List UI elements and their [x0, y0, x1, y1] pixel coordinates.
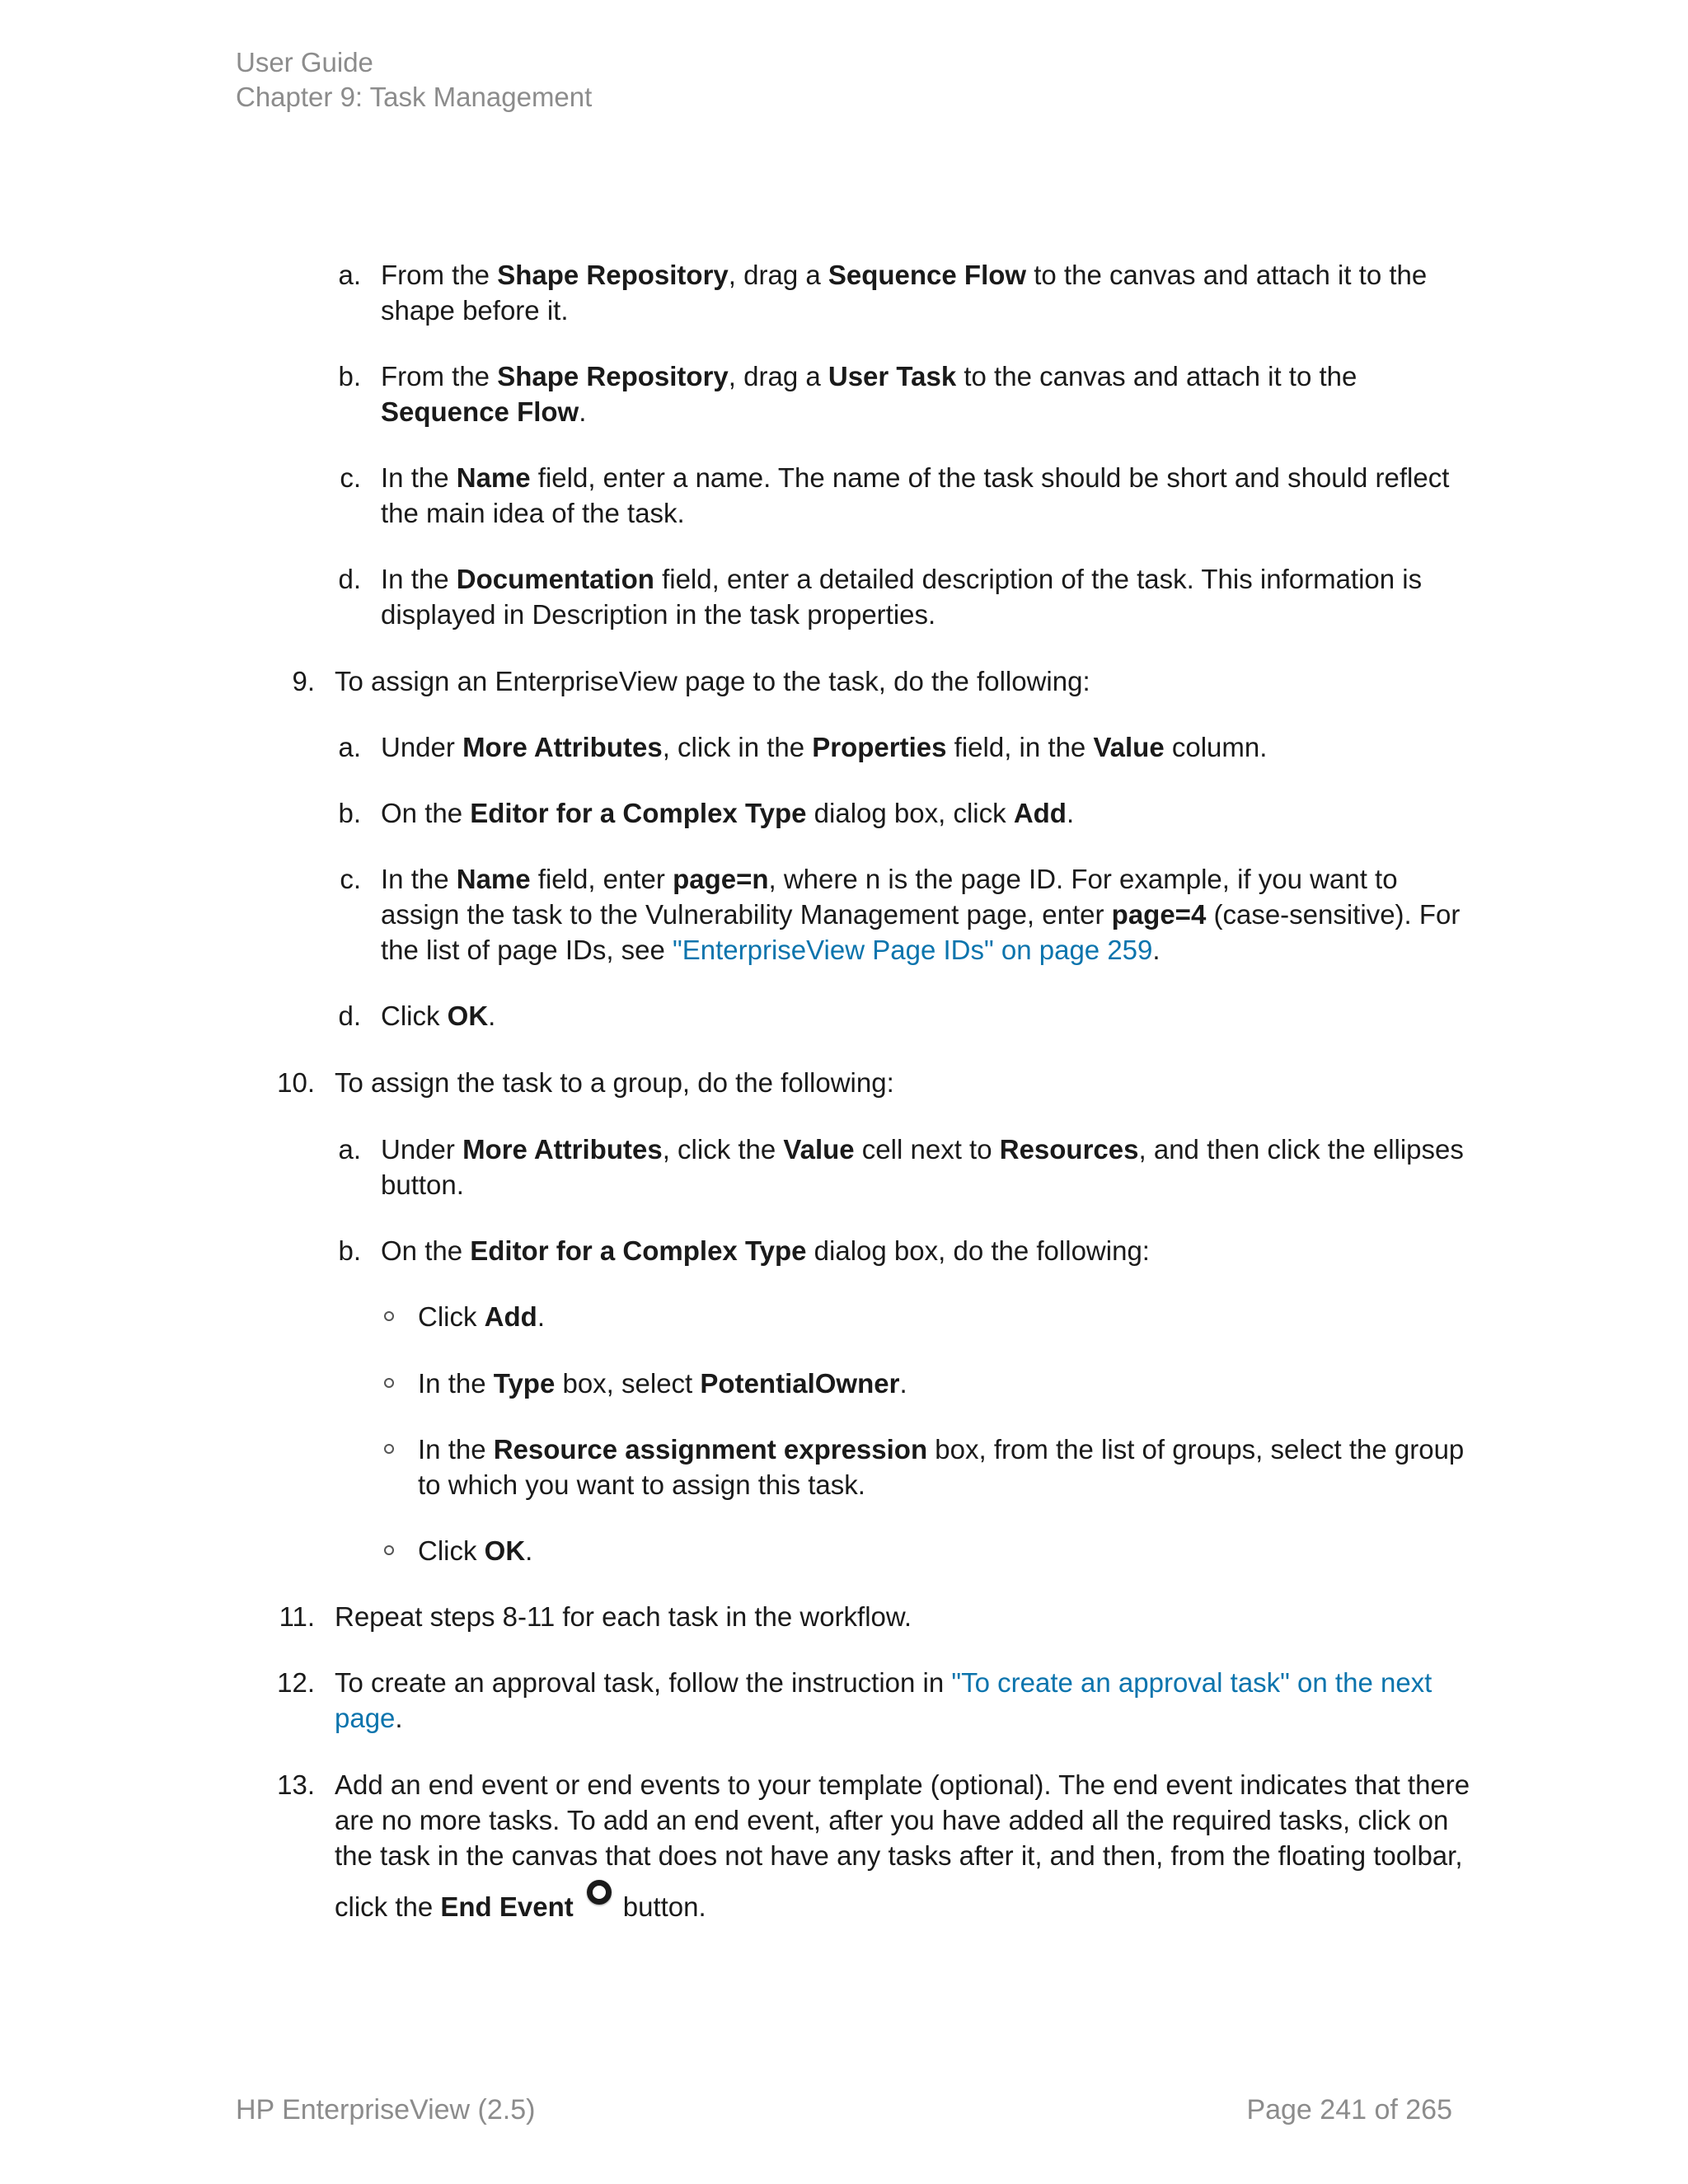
bullet-circle-icon [384, 1444, 394, 1454]
step-9d-text: Click OK. [381, 1001, 496, 1031]
step-9c-text: In the Name field, enter page=n, where n is the page ID. For example, if you want to assign the task to the Vulnerability Management page, enter page=4 (case-sensitive). For the list of page IDs, see "EnterpriseView Page IDs" on page 259. [381, 864, 1461, 965]
step-8d-marker: d. [338, 564, 361, 594]
step-10a-text: Under More Attributes, click the Value cell next to Resources, and then click the ellipses button. [381, 1134, 1464, 1200]
step-10b-marker: b. [338, 1235, 361, 1266]
step-8a-text: From the Shape Repository, drag a Sequence Flow to the canvas and attach it to the shape before it. [381, 260, 1428, 326]
step-10-text: To assign the task to a group, do the following: [335, 1067, 894, 1098]
step-10a-marker: a. [338, 1134, 361, 1165]
step-9a-text: Under More Attributes, click in the Properties field, in the Value column. [381, 732, 1268, 762]
bullet-circle-icon [384, 1311, 394, 1321]
end-event-icon [587, 1880, 612, 1905]
step-8a-marker: a. [338, 260, 361, 290]
step-10-marker: 10. [277, 1067, 315, 1098]
step-12-marker: 12. [277, 1667, 315, 1698]
step-9-text: To assign an EnterpriseView page to the task, do the following: [335, 666, 1090, 696]
step-8c-text: In the Name field, enter a name. The name of the task should be short and should reflect the main idea of the task. [381, 462, 1450, 528]
footer-product: HP EnterpriseView (2.5) [236, 2094, 536, 2125]
step-10b-bullet-4-text: Click OK. [418, 1535, 533, 1566]
footer-page-number: Page 241 of 265 [1246, 2094, 1452, 2125]
step-9d-marker: d. [338, 1001, 361, 1031]
enterpriseview-page-ids-link[interactable]: "EnterpriseView Page IDs" on page 259 [673, 935, 1153, 965]
step-12-text: To create an approval task, follow the instruction in "To create an approval task" on the next page. [335, 1667, 1432, 1733]
step-10b-text: On the Editor for a Complex Type dialog box, do the following: [381, 1235, 1150, 1266]
step-10b-bullet-3-text: In the Resource assignment expression box, from the list of groups, select the group to which you want to assign this task. [418, 1434, 1465, 1500]
running-header-title: User Guide [236, 47, 373, 77]
step-9a-marker: a. [338, 732, 361, 762]
step-8d-text: In the Documentation field, enter a detailed description of the task. This information is displayed in Description in the task properties. [381, 564, 1423, 630]
step-13-marker: 13. [277, 1769, 315, 1800]
step-9b-marker: b. [338, 798, 361, 828]
step-10b-bullet-1-text: Click Add. [418, 1301, 545, 1332]
step-9c-marker: c. [340, 864, 361, 894]
step-11-text: Repeat steps 8-11 for each task in the workflow. [335, 1601, 912, 1632]
approval-task-link[interactable]: "To create an approval task" on the next [951, 1667, 1432, 1698]
step-8b-text: From the Shape Repository, drag a User Task to the canvas and attach it to the Sequence Flow. [381, 361, 1357, 427]
step-11-marker: 11. [279, 1601, 315, 1632]
approval-task-link-continued[interactable]: page [335, 1703, 396, 1733]
step-9b-text: On the Editor for a Complex Type dialog box, click Add. [381, 798, 1075, 828]
step-9-marker: 9. [292, 666, 315, 696]
step-13-text: Add an end event or end events to your template (optional). The end event indicates that there are no more tasks. To add an end event, after you have added all the required tasks, click on the task in the canvas that does not have any tasks after it, and then, from the floating toolbar, click the End Event button. [335, 1769, 1470, 1922]
step-10b-bullet-2-text: In the Type box, select PotentialOwner. [418, 1368, 907, 1399]
step-8c-marker: c. [340, 462, 361, 493]
step-8b-marker: b. [338, 361, 361, 391]
running-header-chapter: Chapter 9: Task Management [236, 82, 593, 112]
bullet-circle-icon [384, 1378, 394, 1388]
bullet-circle-icon [384, 1545, 394, 1555]
